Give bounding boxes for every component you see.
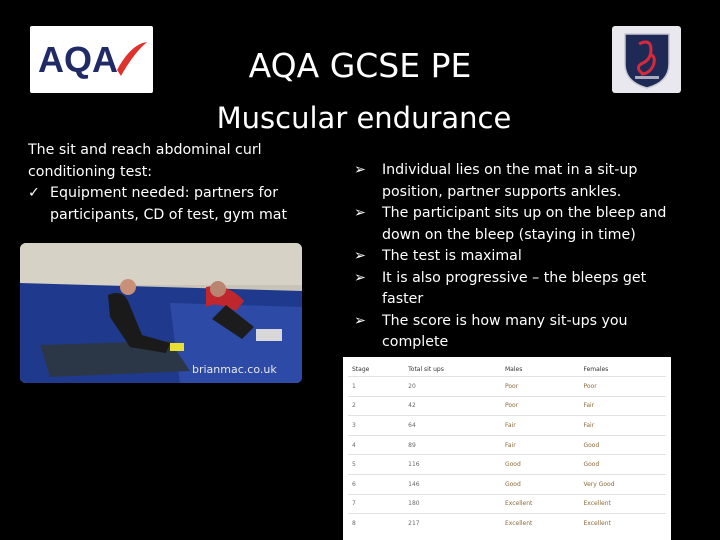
- list-item: ➢ It is also progressive – the bleeps get faster: [354, 268, 684, 311]
- table-header-row: [348, 362, 666, 377]
- photo-watermark: brianmac.co.uk: [192, 363, 277, 376]
- page-subtitle: Muscular endurance: [216, 101, 512, 135]
- list-item: ➢ The participant sits up on the bleep and down on the bleep (staying in time): [354, 203, 684, 246]
- list-item: ➢ The test is maximal: [354, 246, 684, 268]
- table-row: 6 146 Good Very Good: [348, 474, 666, 494]
- list-item: ➢ The score is how many sit-ups you complete: [354, 311, 684, 354]
- scores-table: [348, 362, 666, 533]
- table-row: 8 217 Excellent Excellent: [348, 514, 666, 533]
- table-row: 4 89 Fair Good: [348, 435, 666, 455]
- list-item: ➢ Individual lies on the mat in a sit-up position, partner supports ankles.: [354, 160, 684, 203]
- checkmark-icon: ✓: [28, 185, 40, 201]
- column-header: Total sit ups: [408, 365, 444, 373]
- table-row: 7 180 Excellent Excellent: [348, 494, 666, 514]
- table-row: 3 64 Fair Fair: [348, 416, 666, 436]
- test-heading: The sit and reach abdominal curl conditioning test:: [28, 142, 262, 180]
- arrow-bullet-icon: ➢: [354, 312, 366, 329]
- test-bullets: [354, 160, 684, 354]
- arrow-bullet-icon: ➢: [354, 162, 366, 178]
- arrow-bullet-icon: ➢: [354, 248, 366, 264]
- table-row: 1 20 Poor Poor: [348, 377, 666, 397]
- column-header: Females: [583, 365, 609, 373]
- table-row: 2 42 Poor Fair: [348, 396, 666, 416]
- aqa-logo-text: AQA: [38, 38, 118, 80]
- column-header: Stage: [352, 365, 370, 373]
- scores-table-image: [343, 357, 671, 540]
- table-row: 5 116 Good Good: [348, 455, 666, 475]
- arrow-bullet-icon: ➢: [354, 205, 366, 221]
- arrow-bullet-icon: ➢: [354, 269, 366, 286]
- equipment-text: Equipment needed: partners for participants, CD of test, gym mat: [50, 185, 288, 223]
- situp-photo: [20, 243, 302, 383]
- column-header: Males: [504, 365, 523, 373]
- page-title: AQA GCSE PE: [248, 46, 472, 85]
- test-description: [28, 140, 308, 226]
- equipment-item: [28, 183, 308, 226]
